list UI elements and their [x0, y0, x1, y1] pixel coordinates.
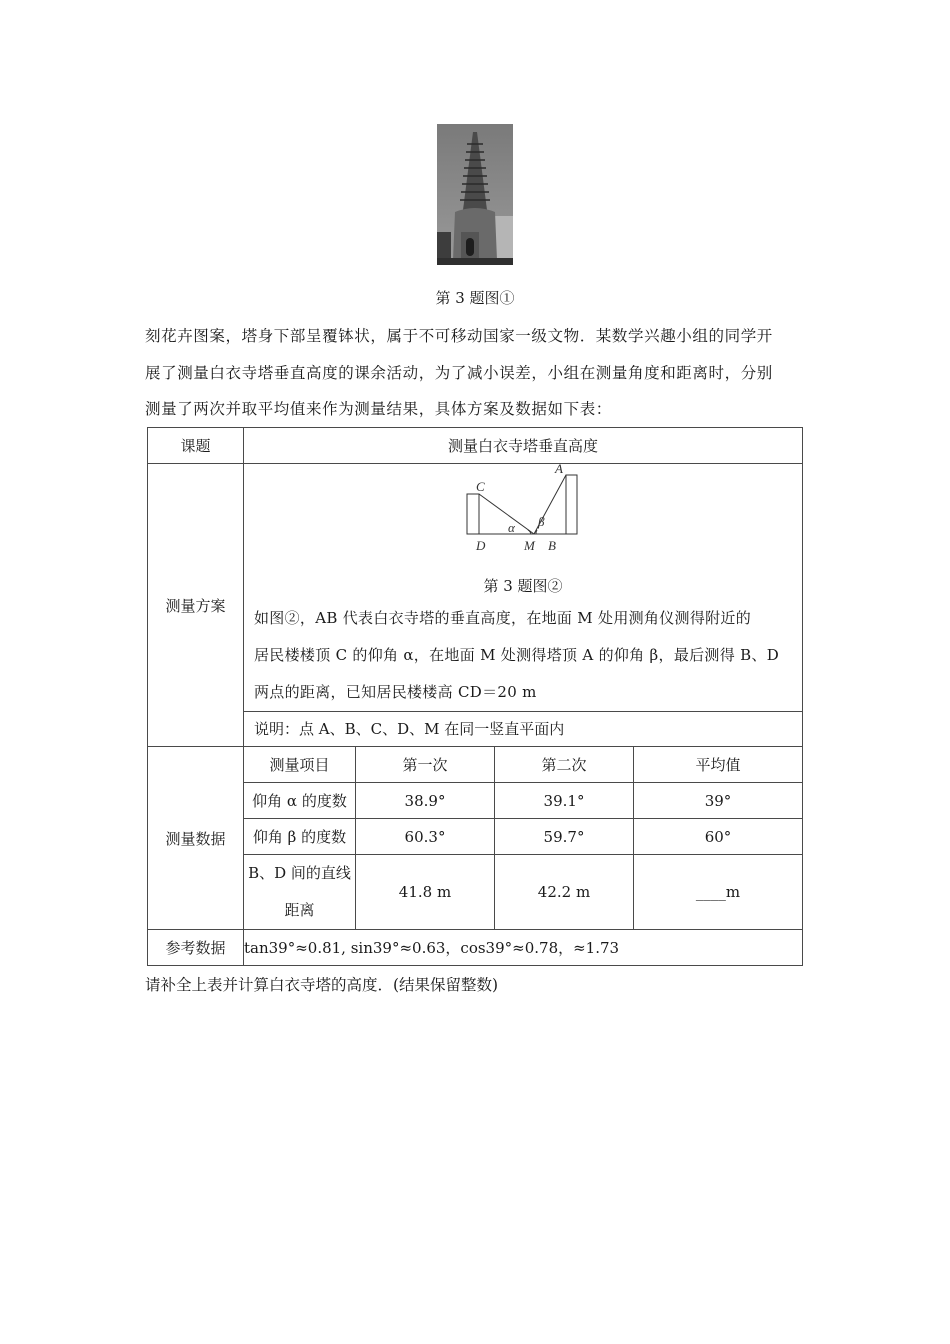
angle-alpha-label: α: [508, 520, 515, 535]
data-header-row: [244, 747, 802, 783]
plan-content: [244, 464, 803, 747]
col-header-second: 第二次: [495, 747, 634, 783]
data-content: [244, 747, 803, 930]
geometry-diagram-icon: [149, 464, 805, 564]
col-header-first: 第一次: [356, 747, 495, 783]
data-label: 测量数据: [148, 747, 244, 930]
point-m-label: M: [524, 538, 535, 553]
item-cell: 仰角 α 的度数: [244, 783, 356, 819]
question-text: 请补全上表并计算白衣寺塔的高度．(结果保留整数): [145, 976, 499, 994]
plan-line: 如图②，AB 代表白衣寺塔的垂直高度，在地面 M 处用测角仪测得附近的: [254, 609, 752, 627]
figure1-caption: 第 3 题图①: [435, 289, 515, 307]
table-row: [244, 855, 802, 930]
point-b-label: B: [548, 538, 556, 553]
item-cell: [244, 855, 356, 930]
pagoda-photo: [437, 124, 513, 265]
plan-line: 居民楼楼顶 C 的仰角 α，在地面 M 处测得塔顶 A 的仰角 β，最后测得 B、D: [254, 646, 780, 664]
second-cell: 39.1°: [495, 783, 634, 819]
intro-line: 刻花卉图案，塔身下部呈覆钵状，属于不可移动国家一级文物．某数学兴趣小组的同学开: [145, 327, 773, 345]
topic-label: 课题: [148, 428, 244, 464]
table-row: [244, 783, 802, 819]
angle-beta-label: β: [538, 514, 545, 529]
second-cell: 59.7°: [495, 819, 634, 855]
data-subtable: [244, 747, 802, 929]
point-a-label: A: [555, 464, 563, 476]
ref-value: tan39°≈0.81, sin39°≈0.63，cos39°≈0.78，≈1.73: [244, 930, 803, 966]
data-row: [148, 747, 803, 930]
figure2-diagram: [244, 464, 802, 564]
first-cell: 41.8 m: [356, 855, 495, 930]
intro-paragraph: [145, 318, 810, 428]
topic-value: 测量白衣寺塔垂直高度: [244, 428, 803, 464]
intro-line: 测量了两次并取平均值来作为测量结果，具体方案及数据如下表：: [145, 400, 612, 418]
avg-blank-cell[interactable]: ____m: [634, 855, 803, 930]
intro-line: 展了测量白衣寺塔垂直高度的课余活动，为了减小误差，小组在测量角度和距离时，分别: [145, 363, 773, 382]
item-line: 距离: [284, 901, 315, 919]
first-cell: 38.9°: [356, 783, 495, 819]
plan-line: 两点的距离，已知居民楼楼高 CD＝20 m: [254, 683, 537, 701]
avg-cell: 60°: [634, 819, 803, 855]
measurement-table: [147, 427, 803, 966]
avg-cell: 39°: [634, 783, 803, 819]
ref-row: [148, 930, 803, 966]
item-cell: 仰角 β 的度数: [244, 819, 356, 855]
point-d-label: D: [476, 538, 486, 553]
plan-description: [244, 600, 802, 711]
pagoda-image-icon: [437, 124, 513, 265]
table-row: [244, 819, 802, 855]
col-header-item: 测量项目: [244, 747, 356, 783]
plan-label: 测量方案: [148, 464, 244, 747]
second-cell: 42.2 m: [495, 855, 634, 930]
col-header-avg: 平均值: [634, 747, 803, 783]
item-line: B、D 间的直线: [248, 864, 351, 882]
topic-row: [148, 428, 803, 464]
figure2-caption: 第 3 题图②: [483, 577, 563, 595]
plan-note: 说明：点 A、B、C、D、M 在同一竖直平面内: [244, 711, 802, 746]
point-c-label: C: [476, 479, 485, 494]
first-cell: 60.3°: [356, 819, 495, 855]
plan-row: [148, 464, 803, 747]
ref-label: 参考数据: [148, 930, 244, 966]
